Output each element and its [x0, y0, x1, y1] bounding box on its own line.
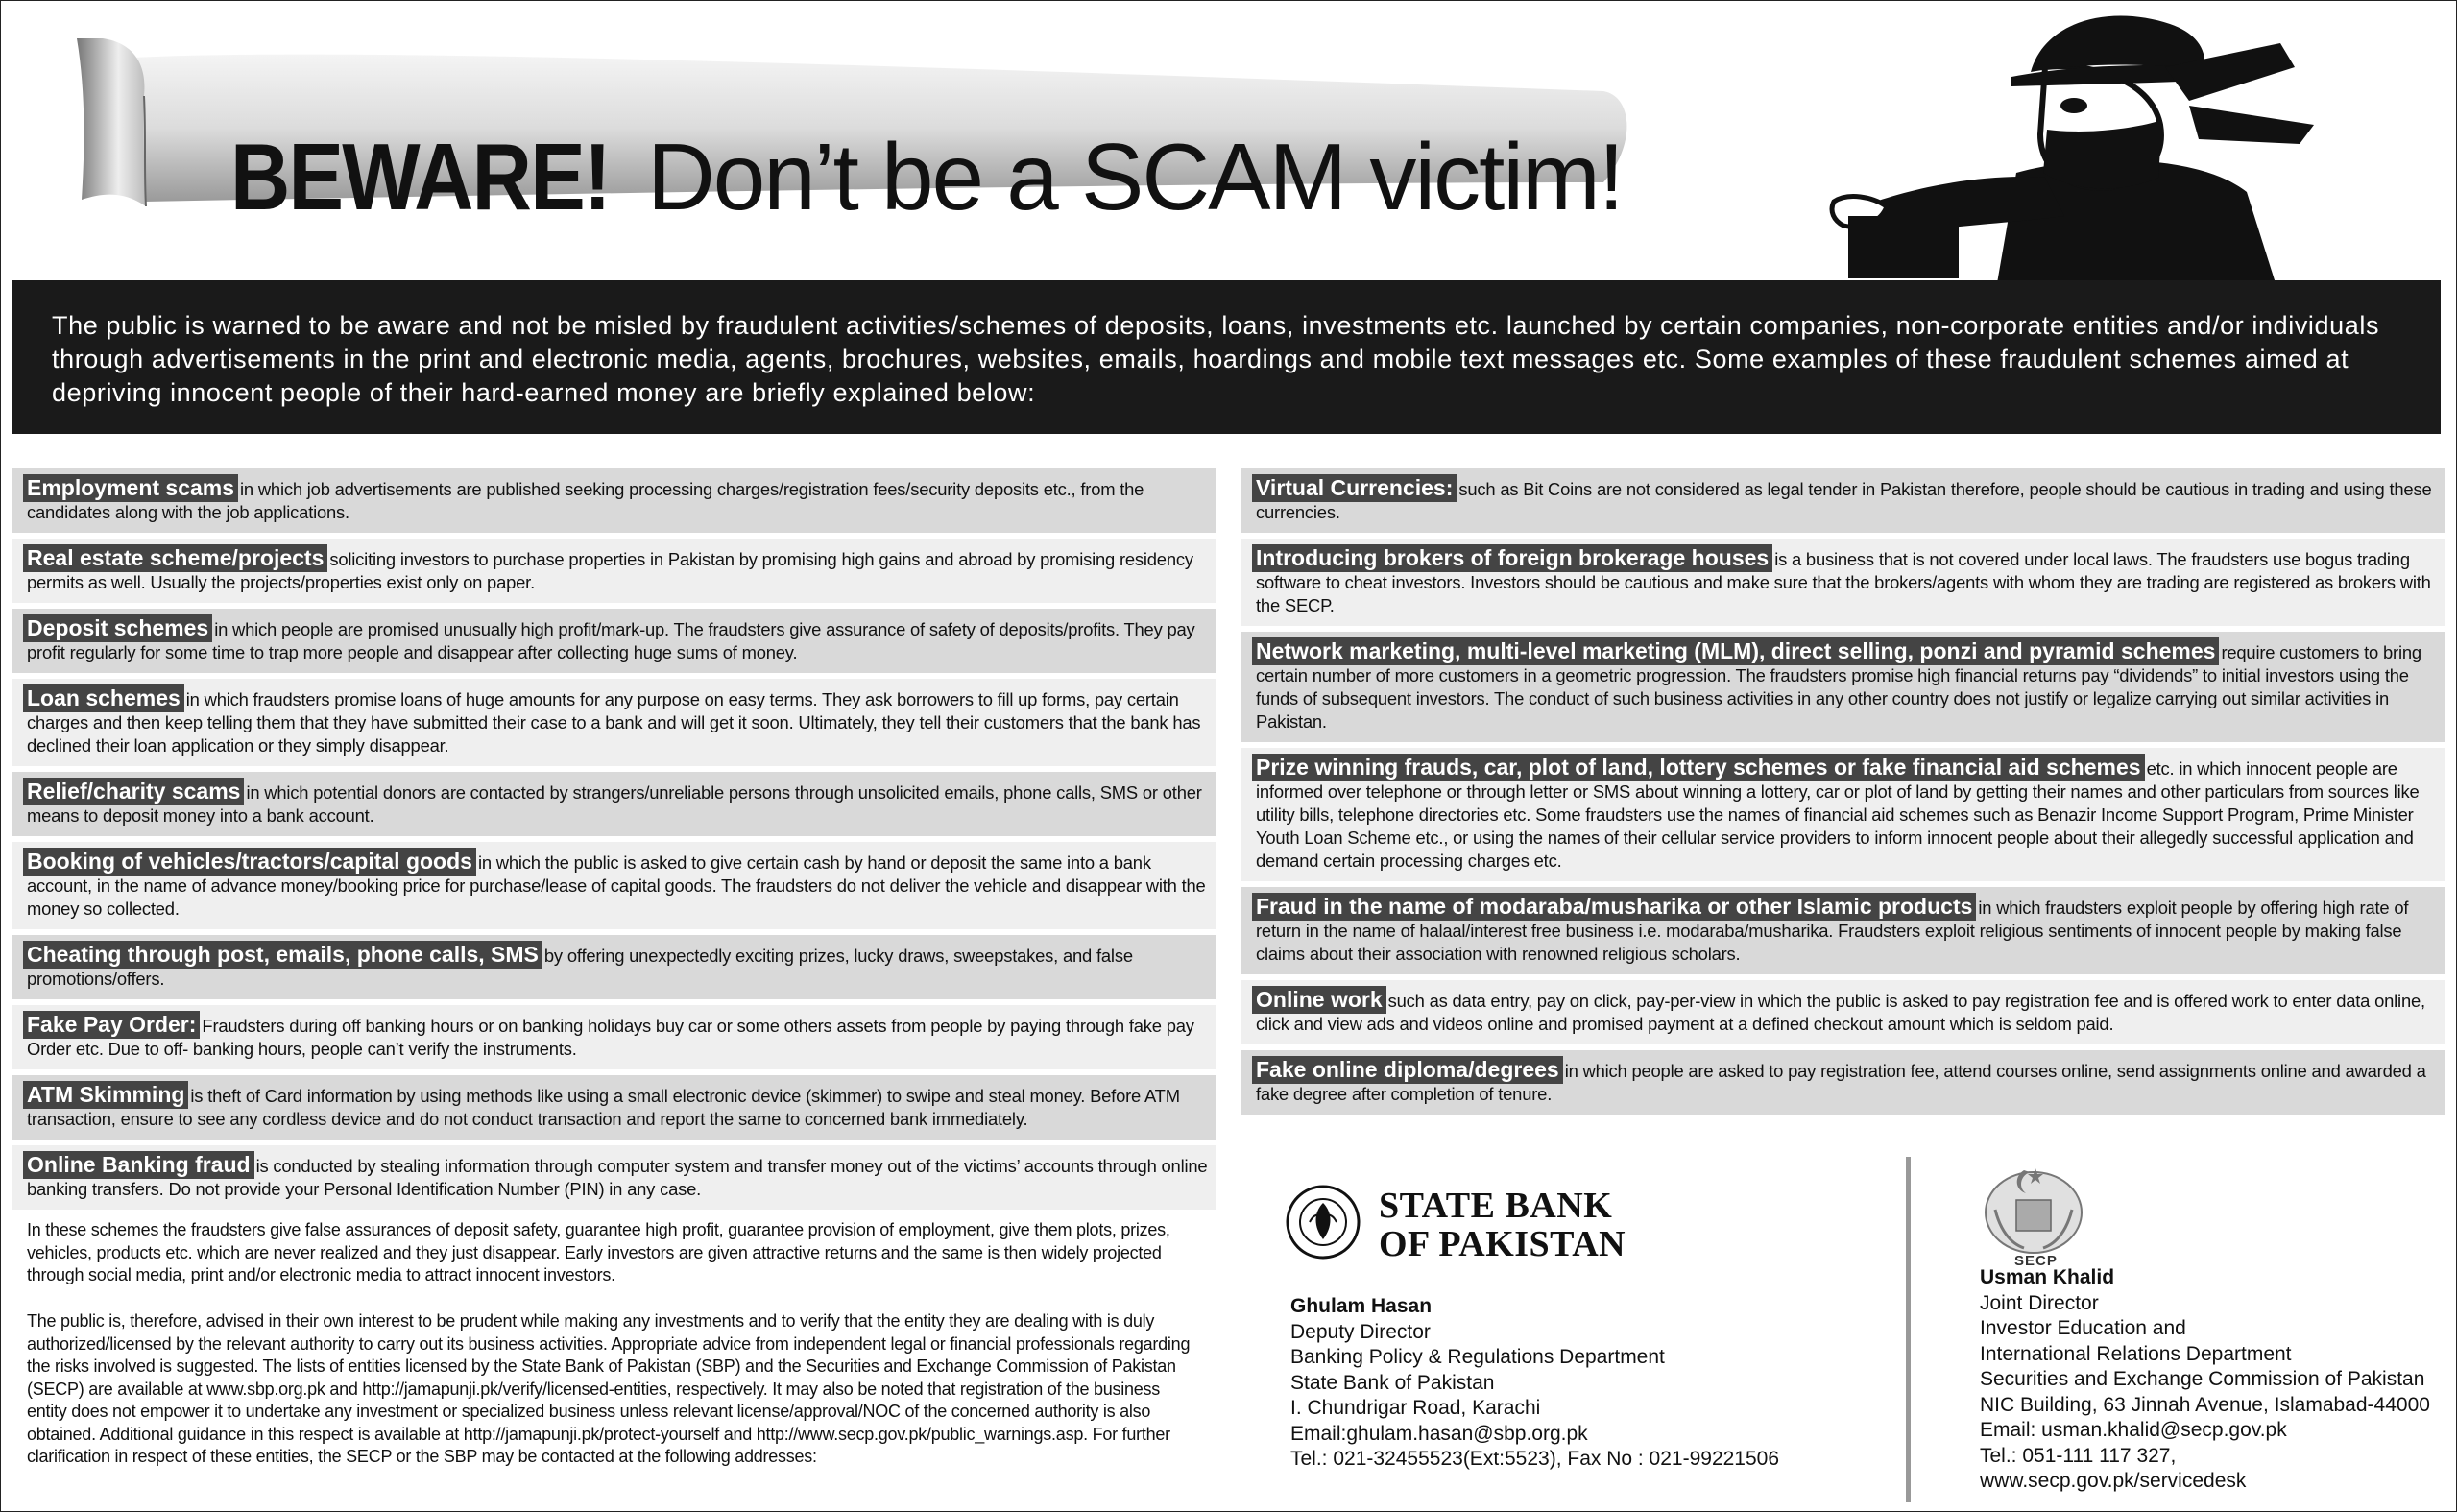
scheme-item-atm [12, 1075, 1216, 1140]
secp-email[interactable]: Email: usman.khalid@secp.gov.pk [1980, 1419, 2287, 1441]
scheme-item-modaraba [1241, 887, 2445, 974]
scheme-item-real-estate [12, 539, 1216, 603]
scheme-item-mlm [1241, 632, 2445, 742]
scheme-text: such as Bit Coins are not considered as legal tender in Pakistan therefore, people should be cautious in trading and using these currencies. [1256, 479, 2432, 522]
scheme-heading: Deposit schemes [23, 614, 212, 642]
sbp-phone: Tel.: 021-32455523(Ext:5523), Fax No : 021-99221506 [1290, 1448, 1780, 1470]
scheme-heading: Booking of vehicles/tractors/capital goods [23, 848, 476, 876]
secp-contact-line: International Relations Department [1980, 1342, 2292, 1365]
secp-contact-line: Securities and Exchange Commission of Pakistan [1980, 1368, 2425, 1390]
scheme-text: is theft of Card information by using methods like using a small electronic device (skimmer) to swipe and steal money. Before ATM transaction, ensure to see any cordless device and do not conduct transaction and report the same to concerned bank immediately. [27, 1086, 1180, 1129]
title-beware: BEWARE! [230, 124, 610, 229]
scheme-text: is conducted by stealing information through computer system and transfer money out of the victims’ accounts through online banking transfers. Do not provide your Personal Identification Number (PIN) in any case. [27, 1156, 1208, 1199]
scheme-item-online-work [1241, 980, 2445, 1044]
sbp-contact-line: Banking Policy & Regulations Department [1290, 1346, 1665, 1368]
secp-emblem-icon [1976, 1157, 2091, 1260]
sbp-name-line2: OF PAKISTAN [1379, 1224, 1626, 1264]
closing-paragraph-2: The public is, therefore, advised in their own interest to be prudent while making any investments and to verify that the entity they are dealing with is duly authorized/licensed by the relevant authority to carry out its business activities. Appropriate advice from independent legal or financial professionals regarding the risks involved is suggested. The lists of entities licensed by the State Bank of Pakistan (SBP) and the Securities and Exchange Commission of Pakistan (SECP) are available at www.sbp.org.pk and http://jamapunji.pk/verify/licensed-entities, respectively. It may also be noted that registration of the business entity does not empower it to undertake any investment or specialized business unless relevant license/approval/NOC of the concerned authority is also obtained. Additional guidance in this respect is available at http://jamapunji.pk/protect-yourself and http://www.secp.gov.pk/public_warnings.asp. For further clarification in respect of these entities, the SECP or the SBP may be contacted at the following addresses: [27, 1311, 1191, 1466]
sbp-contact-line: State Bank of Pakistan [1290, 1371, 1495, 1394]
scheme-heading: Prize winning frauds, car, plot of land, lottery schemes or fake financial aid schemes [1252, 754, 2145, 781]
sbp-contact-line: I. Chundrigar Road, Karachi [1290, 1397, 1541, 1419]
scheme-item-prize [1241, 748, 2445, 881]
sbp-contact-line: Deputy Director [1290, 1320, 1431, 1343]
secp-label: SECP [2014, 1253, 2058, 1269]
scheme-text: is a business that is not covered under local laws. The fraudsters use bogus trading software to cheat investors. Investors should be cautious and make sure that the brokers/agents with whom they are trading are registered as brokers with the SECP. [1256, 549, 2431, 615]
secp-phone: Tel.: 051-111 117 327, [1980, 1444, 2177, 1467]
secp-contact-line: NIC Building, 63 Jinnah Avenue, Islamabad-44000 [1980, 1393, 2430, 1416]
contact-divider [1906, 1157, 1911, 1502]
scheme-heading: Fake Pay Order: [23, 1011, 200, 1039]
scheme-text: in which potential donors are contacted by strangers/unreliable persons through unsolicited emails, phone calls, SMS or other means to deposit money into a bank account. [27, 782, 1202, 826]
scheme-item-fake-degree [1241, 1050, 2445, 1115]
secp-website-link[interactable]: www.secp.gov.pk/servicedesk [1980, 1470, 2247, 1492]
scheme-heading: Fraud in the name of modaraba/musharika or other Islamic products [1252, 893, 1976, 921]
secp-contact-line: Joint Director [1980, 1291, 2099, 1314]
scheme-text: soliciting investors to purchase properties in Pakistan by promising high gains and abroad by promising residency permits as well. Usually the projects/properties exist only on paper. [27, 549, 1193, 592]
scheme-heading: Virtual Currencies: [1252, 474, 1457, 502]
scheme-heading: Introducing brokers of foreign brokerage houses [1252, 544, 1772, 572]
scheme-item-deposit [12, 609, 1216, 673]
scheme-text: such as data entry, pay on click, pay-per-view in which the public is asked to pay registration fee and is offered work to enter data online, click and view ads and videos online and promised payment at a defined checkout amount which is seldom paid. [1256, 991, 2425, 1034]
title-rest: Don’t be a SCAM victim! [647, 124, 1623, 229]
page-title [230, 124, 1623, 229]
sbp-contact-name: Ghulam Hasan [1290, 1295, 1433, 1317]
scheme-heading: Online work [1252, 986, 1386, 1014]
scheme-item-employment [12, 468, 1216, 533]
intro-text: The public is warned to be aware and not be misled by fraudulent activities/schemes of deposits, loans, investments etc. launched by certain companies, non-corporate entities and/or individuals through advertisements in the print and electronic media, agents, brochures, websites, emails, hoardings and mobile text messages etc. Some examples of these fraudulent schemes aimed at depriving innocent people of their hard-earned money are briefly explained below: [52, 311, 2380, 407]
masked-thief-illustration [1795, 10, 2333, 283]
scheme-item-loan [12, 679, 1216, 766]
title-banner [77, 38, 1632, 229]
sbp-email[interactable]: Email:ghulam.hasan@sbp.org.pk [1290, 1422, 1588, 1445]
scheme-text: in which fraudsters promise loans of huge amounts for any purpose on easy terms. They ask borrowers to fill up forms, pay certain charges and then keep telling them that they have submitted their case to a bank and will get it soon. Ultimately, they tell their customers that the bank has declined their loan application or they simply disappear. [27, 689, 1201, 756]
scheme-item-cheating [12, 935, 1216, 999]
scheme-text: in which the public is asked to give certain cash by hand or deposit the same into a bank account, in the name of advance money/booking price for purchase/lease of capital goods. The fraudsters do not deliver the vehicle and disappear with the money so collected. [27, 852, 1206, 919]
scheme-item-brokers [1241, 539, 2445, 626]
scheme-heading: Fake online diploma/degrees [1252, 1056, 1563, 1084]
scheme-heading: Network marketing, multi-level marketing (MLM), direct selling, ponzi and pyramid schemes [1252, 637, 2219, 665]
secp-contact-line: Investor Education and [1980, 1317, 2186, 1339]
scheme-text: require customers to bring certain number of more customers in a geometric progression. The fraudsters promise high financial returns pay “dividends” to initial investors using the funds of subsequent investors. The conduct of such business activities in any other country does not justify or legalize carrying out similar activities in Pakistan. [1256, 642, 2421, 732]
scheme-heading: Loan schemes [23, 684, 184, 712]
scheme-heading: Relief/charity scams [23, 778, 244, 805]
scheme-item-online-banking [12, 1145, 1216, 1210]
scheme-text: in which people are asked to pay registration fee, attend courses online, send assignments online and awarded a fake degree after completion of tenure. [1256, 1061, 2426, 1104]
scheme-text: etc. in which innocent people are informed over telephone or through letter or SMS about winning a lottery, car or plot of land by getting their names and other particulars from sources like utility bills, telephone directories etc. Some fraudsters use the names of financial aid schemes such as Benazir Income Support Program, Prime Minister Youth Loan Scheme etc., or using the names of their cellular service providers to inform innocent people about their allegedly successful application and demand certain processing charges etc. [1256, 758, 2420, 871]
sbp-name-line1: STATE BANK [1379, 1186, 1613, 1226]
scheme-text: in which job advertisements are published seeking processing charges/registration fees/security deposits etc., from the candidates along with the job applications. [27, 479, 1144, 522]
left-scheme-list [12, 468, 1216, 1215]
scheme-heading: Employment scams [23, 474, 238, 502]
secp-contact [1980, 1265, 2430, 1495]
scheme-heading: Cheating through post, emails, phone calls, SMS [23, 941, 542, 969]
sbp-emblem-icon [1285, 1184, 1361, 1260]
closing-paragraph-1: In these schemes the fraudsters give false assurances of deposit safety, guarantee high profit, guarantee provision of employment, give them plots, prizes, vehicles, products etc. which are never realized and they just disappear. Early investors are given attractive returns and the same is then widely projected through social media, print and/or electronic media to attract innocent investors. [27, 1220, 1170, 1284]
intro-band [12, 280, 2441, 434]
scheme-heading: ATM Skimming [23, 1081, 188, 1109]
secp-contact-name: Usman Khalid [1980, 1266, 2115, 1288]
scheme-text: in which fraudsters exploit people by offering high rate of return in the name of halaal/interest free business i.e. modaraba/musharika. Fraudsters exploit religious sentiments of innocent people by making false claims about their association with renowned religious scholars. [1256, 898, 2409, 964]
scheme-item-booking [12, 842, 1216, 929]
scheme-text: in which people are promised unusually high profit/mark-up. The fraudsters give assurance of safety of deposits/profits. They pay profit regularly for some time to trap more people and disappear after collecting huge sums of money. [27, 619, 1195, 662]
scheme-text: Fraudsters during off banking hours or on banking holidays buy car or some others assets from people by paying through fake pay Order etc. Due to off- banking hours, people can’t verify the instruments. [27, 1016, 1194, 1059]
scheme-heading: Real estate scheme/projects [23, 544, 327, 572]
scheme-item-charity [12, 772, 1216, 836]
scheme-item-virtual-currencies [1241, 468, 2445, 533]
scheme-item-pay-order [12, 1005, 1216, 1069]
scheme-heading: Online Banking fraud [23, 1151, 254, 1179]
sbp-contact [1290, 1294, 1779, 1473]
right-scheme-list [1241, 468, 2445, 1120]
sbp-name [1379, 1187, 1626, 1263]
scheme-text: by offering unexpectedly exciting prizes, lucky draws, sweepstakes, and false promotions/offers. [27, 946, 1133, 989]
